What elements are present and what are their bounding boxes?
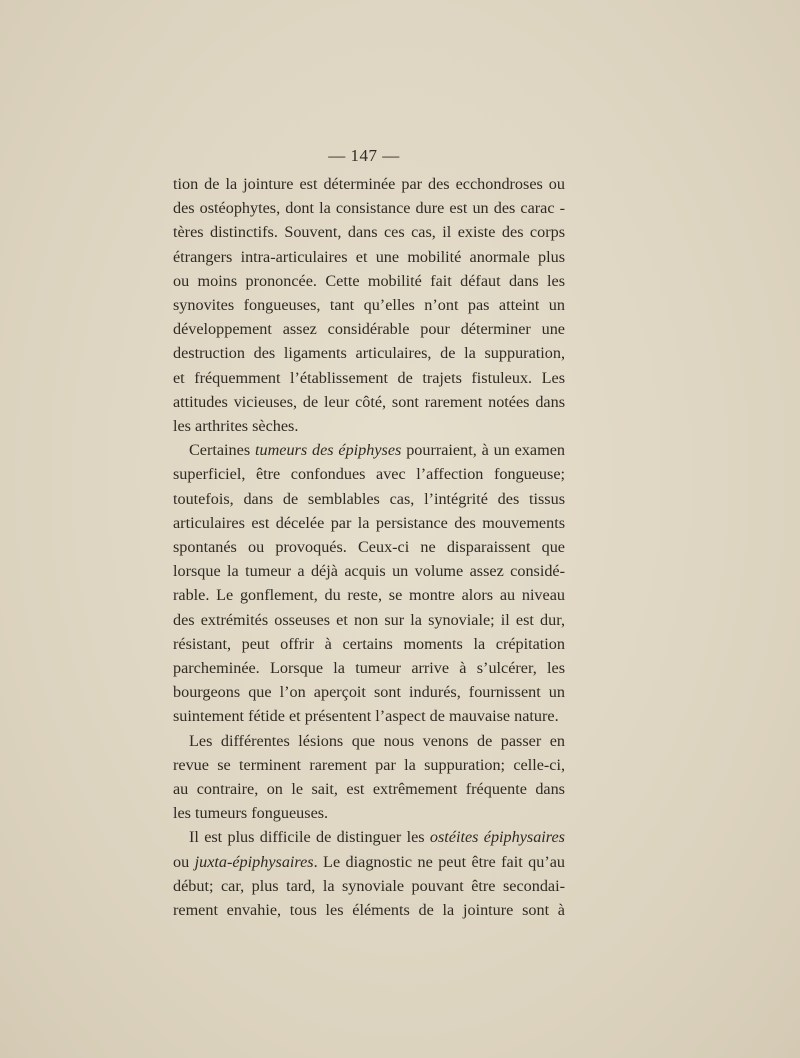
text-run: ou moins prononcée. Cette mobilité fait défaut dans les bbox=[173, 271, 565, 290]
text-run: ou bbox=[173, 852, 195, 871]
text-run: suintement fétide et présentent l’aspect de mauvaise nature. bbox=[173, 707, 559, 726]
italic-term: ostéites épiphysaires bbox=[429, 828, 565, 847]
text-run: Les différentes lésions que nous venons de passer en bbox=[189, 731, 565, 750]
text-run: parcheminée. Lorsque la tumeur arrive à s’ulcérer, les bbox=[173, 659, 565, 678]
text-run: pourraient, à un examen bbox=[401, 441, 565, 460]
text-run: bourgeons que l’on aperçoit sont indurés, fournissent un bbox=[173, 683, 565, 702]
text-line bbox=[173, 704, 565, 728]
text-line bbox=[173, 825, 565, 849]
text-run: résistant, peut offrir à certains moments la crépitation bbox=[173, 634, 565, 653]
text-run: rement envahie, tous les éléments de la jointure sont à bbox=[173, 901, 565, 920]
text-run: lorsque la tumeur a déjà acquis un volume assez considé- bbox=[173, 562, 565, 581]
text-run: revue se terminent rarement par la suppuration; celle-ci, bbox=[173, 755, 565, 774]
text-run: destruction des ligaments articulaires, de la suppuration, bbox=[173, 344, 565, 363]
text-run: tion de la jointure est déterminée par des ecchondroses ou bbox=[173, 175, 565, 193]
text-line bbox=[173, 390, 565, 414]
text-line bbox=[173, 777, 565, 801]
text-run: articulaires est décelée par la persistance des mouvements bbox=[173, 513, 565, 532]
text-line bbox=[173, 753, 565, 777]
text-line bbox=[173, 559, 565, 583]
text-run: étrangers intra-articulaires et une mobilité anormale plus bbox=[173, 247, 565, 266]
italic-term: juxta-épiphysaires bbox=[194, 852, 314, 871]
text-line bbox=[173, 220, 565, 244]
text-line bbox=[173, 172, 565, 196]
body-text bbox=[173, 172, 565, 922]
text-line bbox=[173, 656, 565, 680]
text-line bbox=[173, 462, 565, 486]
text-run: superficiel, être confondues avec l’affection fongueuse; bbox=[173, 465, 565, 484]
text-line bbox=[173, 874, 565, 898]
text-line bbox=[173, 269, 565, 293]
text-line bbox=[173, 898, 565, 922]
text-line bbox=[173, 196, 565, 220]
text-line bbox=[173, 414, 565, 438]
text-line bbox=[173, 438, 565, 462]
text-run: Il est plus difficile de distinguer les bbox=[189, 828, 430, 847]
text-run: des extrémités osseuses et non sur la synoviale; il est dur, bbox=[173, 610, 565, 629]
text-run: les tumeurs fongueuses. bbox=[173, 804, 329, 823]
text-line bbox=[173, 535, 565, 559]
text-line bbox=[173, 729, 565, 753]
text-run: toutefois, dans de semblables cas, l’intégrité des tissus bbox=[173, 489, 565, 508]
text-line bbox=[173, 632, 565, 656]
text-run: des ostéophytes, dont la consistance dure est un des carac - bbox=[173, 199, 565, 218]
text-run: et fréquemment l’établissement de trajets fistuleux. Les bbox=[173, 368, 565, 387]
text-run: Certaines bbox=[189, 441, 255, 460]
text-line bbox=[173, 293, 565, 317]
text-line bbox=[173, 850, 565, 874]
page-number: — 147 — bbox=[328, 146, 400, 165]
text-run: attitudes vicieuses, de leur côté, sont rarement notées dans bbox=[173, 392, 565, 411]
text-line bbox=[173, 341, 565, 365]
text-line bbox=[173, 245, 565, 269]
text-run: spontanés ou provoqués. Ceux-ci ne disparaissent que bbox=[173, 538, 565, 557]
text-line bbox=[173, 511, 565, 535]
text-run: rable. Le gonflement, du reste, se montre alors au niveau bbox=[173, 586, 565, 605]
text-run: au contraire, on le sait, est extrêmement fréquente dans bbox=[173, 780, 565, 799]
text-run: . Le diagnostic ne peut être fait qu’au bbox=[313, 852, 565, 871]
italic-term: tumeurs des épiphyses bbox=[254, 441, 402, 460]
text-line bbox=[173, 801, 565, 825]
text-line bbox=[173, 317, 565, 341]
text-run: tères distinctifs. Souvent, dans ces cas, il existe des corps bbox=[173, 223, 565, 242]
text-run: les arthrites sèches. bbox=[173, 417, 299, 436]
text-run: début; car, plus tard, la synoviale pouvant être secondai- bbox=[173, 876, 565, 895]
text-run: synovites fongueuses, tant qu’elles n’ont pas atteint un bbox=[173, 296, 565, 315]
text-run: développement assez considérable pour déterminer une bbox=[173, 320, 565, 339]
text-line bbox=[173, 487, 565, 511]
text-line bbox=[173, 608, 565, 632]
text-line bbox=[173, 583, 565, 607]
text-line bbox=[173, 366, 565, 390]
text-line bbox=[173, 680, 565, 704]
